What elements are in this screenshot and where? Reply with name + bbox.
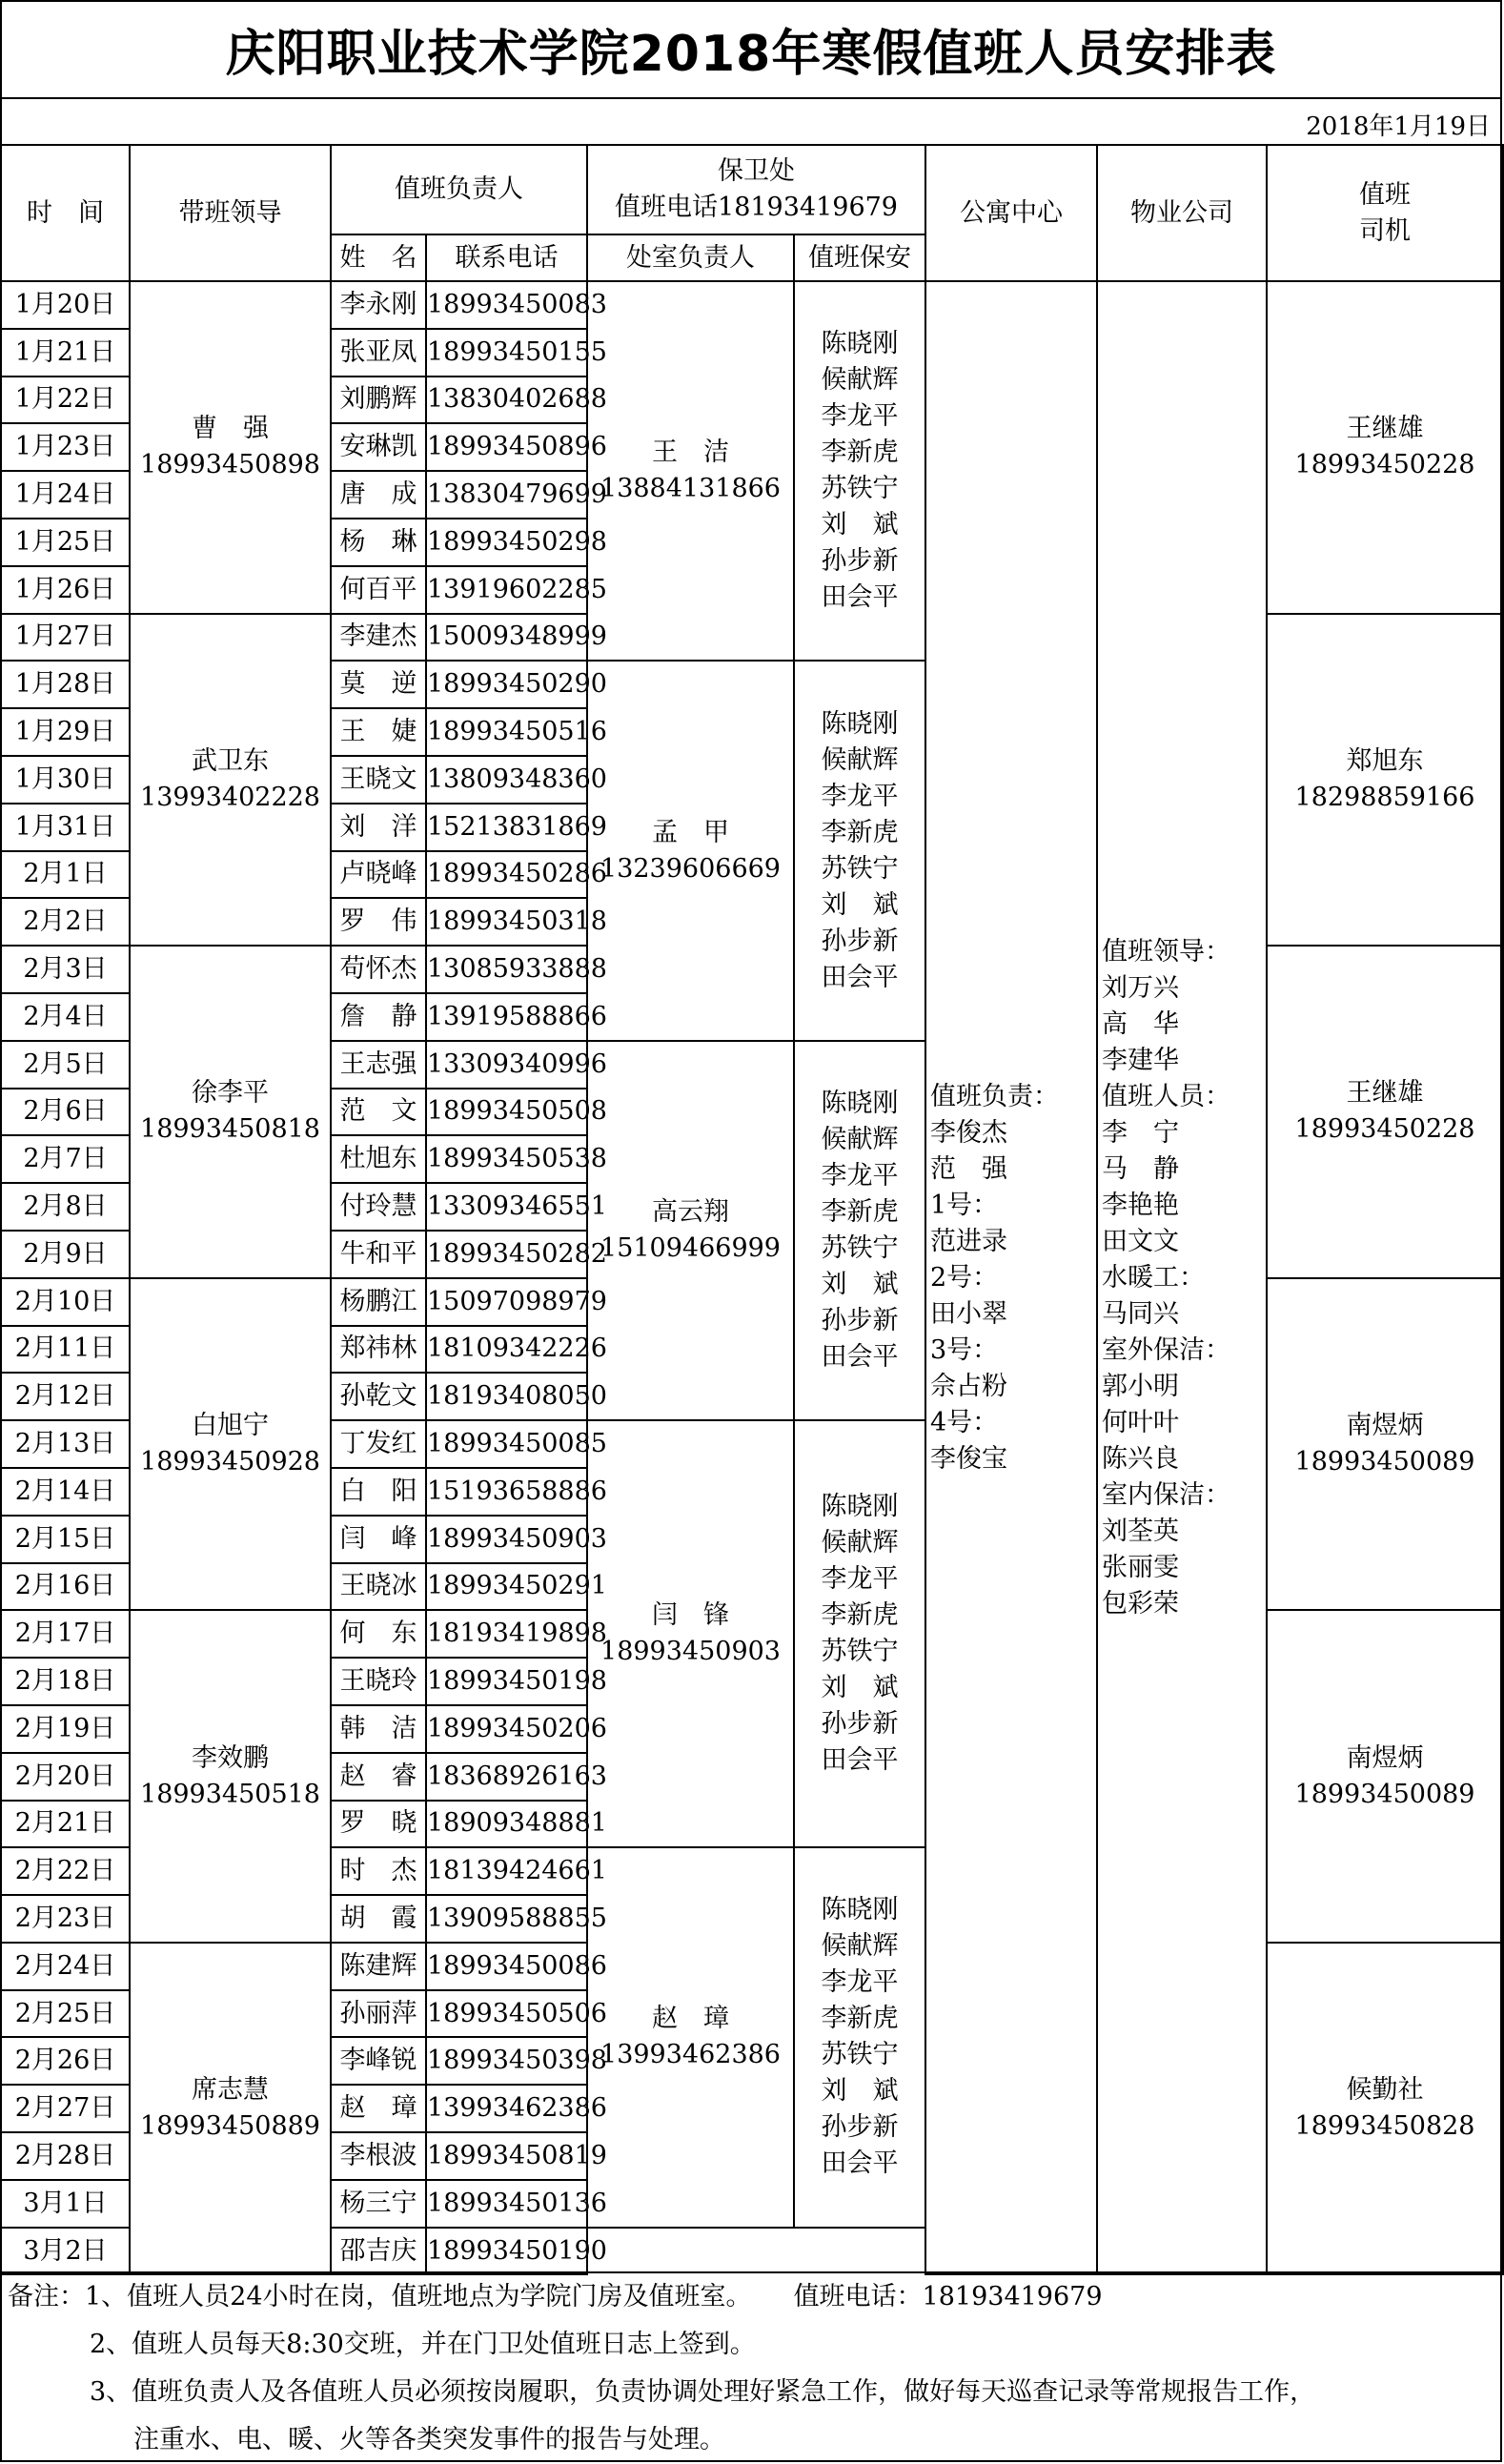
duty-phone-cell: 13909588855 [426, 1895, 587, 1943]
driver-phone: 18298859166 [1294, 782, 1475, 812]
office-head-cell [587, 1041, 794, 1420]
guard-name: 李龙平 [821, 781, 899, 811]
guard-name: 候献辉 [821, 1124, 899, 1154]
guard-name: 陈晓刚 [821, 708, 899, 739]
guard-name: 陈晓刚 [821, 1895, 899, 1925]
guard-name: 候献辉 [821, 1528, 899, 1558]
date-cell: 2月15日 [1, 1516, 130, 1563]
property-line: 张丽雯 [1102, 1552, 1179, 1582]
duty-phone-cell: 13919602285 [426, 566, 587, 614]
office-head-name: 闫 锋 [652, 1600, 729, 1631]
duty-phone-cell: 18993450206 [426, 1705, 587, 1753]
duty-name-cell: 王志强 [331, 1041, 426, 1089]
office-head-name: 赵 璋 [652, 2004, 729, 2034]
guard-name: 陈晓刚 [821, 1492, 899, 1522]
guard-name: 李新虎 [821, 2004, 899, 2034]
duty-phone-cell: 18993450198 [426, 1658, 587, 1705]
table-row [1, 281, 1503, 329]
date-cell: 1月25日 [1, 519, 130, 566]
col-header-driver [1267, 145, 1503, 281]
col-header-guard: 值班保安 [794, 234, 925, 281]
col-header-phone: 联系电话 [426, 234, 587, 281]
office-head-phone: 18993450903 [600, 1637, 781, 1667]
duty-name-cell: 韩 洁 [331, 1705, 426, 1753]
leader-name: 白旭宁 [192, 1411, 269, 1441]
col-header-duty-head: 值班负责人 [331, 145, 587, 234]
date-cell: 2月17日 [1, 1610, 130, 1658]
guard-name: 陈晓刚 [821, 1088, 899, 1118]
date-cell: 2月21日 [1, 1801, 130, 1848]
duty-name-cell: 孙乾文 [331, 1373, 426, 1420]
duty-phone-cell: 18993450290 [426, 661, 587, 708]
duty-name-cell: 邵吉庆 [331, 2228, 426, 2275]
leader-cell [130, 1943, 331, 2275]
duty-name-cell: 付玲慧 [331, 1183, 426, 1231]
duty-name-cell: 杜旭东 [331, 1135, 426, 1183]
leader-phone: 18993450928 [140, 1447, 320, 1477]
date-cell: 1月29日 [1, 708, 130, 756]
guard-name: 候献辉 [821, 1931, 899, 1962]
date-cell: 2月27日 [1, 2085, 130, 2132]
duty-name-cell: 陈建辉 [331, 1943, 426, 1990]
date-cell: 2月9日 [1, 1231, 130, 1278]
property-line: 刘万兴 [1102, 972, 1179, 1003]
guard-name: 田会平 [821, 2148, 899, 2179]
guard-name: 李龙平 [821, 1967, 899, 1998]
leader-cell [130, 1278, 331, 1611]
date-cell: 2月18日 [1, 1658, 130, 1705]
date-cell: 2月2日 [1, 898, 130, 946]
office-head-phone: 13239606669 [600, 853, 781, 884]
col-header-property: 物业公司 [1097, 145, 1267, 281]
apartment-line: 范 强 [930, 1153, 1007, 1184]
security-title: 保卫处 [718, 156, 795, 186]
office-head-cell [587, 661, 794, 1040]
guard-name: 候献辉 [821, 365, 899, 396]
property-line: 李建华 [1102, 1045, 1179, 1075]
duty-phone-cell: 18993450298 [426, 519, 587, 566]
duty-phone-cell: 18993450083 [426, 281, 587, 329]
office-head-phone: 15109466999 [600, 1232, 781, 1263]
property-line: 水暖工： [1102, 1262, 1205, 1293]
guard-name: 苏铁宁 [821, 474, 899, 504]
guard-name: 候献辉 [821, 744, 899, 775]
property-line: 刘荃英 [1102, 1516, 1179, 1546]
duty-name-cell: 胡 霞 [331, 1895, 426, 1943]
duty-phone-cell: 18993450538 [426, 1135, 587, 1183]
date-cell: 2月6日 [1, 1089, 130, 1136]
leader-cell [130, 1610, 331, 1943]
duty-name-cell: 王晓文 [331, 756, 426, 804]
date-cell: 2月7日 [1, 1135, 130, 1183]
guard-name: 李龙平 [821, 1564, 899, 1595]
apartment-line: 4号： [930, 1407, 999, 1437]
office-head-cell [587, 281, 794, 661]
date-cell: 2月25日 [1, 1990, 130, 2038]
property-line: 李艳艳 [1102, 1190, 1179, 1220]
driver-header-line1: 值班 [1359, 179, 1411, 210]
guard-name: 苏铁宁 [821, 853, 899, 884]
driver-phone: 18993450089 [1294, 1779, 1475, 1809]
driver-cell [1267, 1278, 1503, 1611]
note-4: 注重水、电、暖、火等各类突发事件的报告与处理。 [133, 2425, 725, 2454]
guard-cell [794, 281, 925, 661]
leader-name: 李效鹏 [192, 1742, 269, 1773]
duty-name-cell: 时 杰 [331, 1847, 426, 1895]
duty-name-cell: 赵 璋 [331, 2085, 426, 2132]
date-cell: 1月26日 [1, 566, 130, 614]
guard-name: 李新虎 [821, 1196, 899, 1227]
note-1 [8, 2273, 1103, 2321]
duty-name-cell: 郑祎林 [331, 1326, 426, 1374]
duty-phone-cell: 18993450085 [426, 1420, 587, 1468]
guard-name: 李新虎 [821, 1600, 899, 1631]
guard-cell [794, 1041, 925, 1420]
leader-name: 曹 强 [192, 414, 269, 444]
guard-name: 苏铁宁 [821, 1637, 899, 1667]
duty-name-cell: 卢晓峰 [331, 851, 426, 899]
guard-cell [794, 1847, 925, 2227]
duty-phone-cell: 18993450398 [426, 2037, 587, 2085]
schedule-table [0, 144, 1504, 2275]
date-bar [0, 97, 1502, 145]
duty-phone-cell: 18993450155 [426, 329, 587, 377]
duty-name-cell: 王 婕 [331, 708, 426, 756]
date-cell: 1月22日 [1, 377, 130, 424]
driver-name: 南煜炳 [1346, 1411, 1424, 1441]
page-title: 庆阳职业技术学院2018年寒假值班人员安排表 [225, 25, 1277, 83]
duty-name-cell: 赵 睿 [331, 1753, 426, 1801]
guard-name: 李新虎 [821, 438, 899, 468]
date-cell: 1月31日 [1, 804, 130, 851]
note-2: 2、值班人员每天8:30交班，并在门卫处值班日志上签到。 [90, 2330, 756, 2359]
driver-name: 候勤社 [1346, 2075, 1424, 2106]
duty-name-cell: 何百平 [331, 566, 426, 614]
guard-name: 孙步新 [821, 1709, 899, 1740]
date-cell: 1月30日 [1, 756, 130, 804]
office-head-name: 高云翔 [652, 1196, 729, 1227]
duty-phone-cell: 18993450282 [426, 1231, 587, 1278]
duty-name-cell: 牛和平 [331, 1231, 426, 1278]
duty-name-cell: 莫 逆 [331, 661, 426, 708]
duty-phone-cell: 18109342226 [426, 1326, 587, 1374]
leader-cell [130, 281, 331, 614]
duty-phone-cell: 18193408050 [426, 1373, 587, 1420]
duty-phone-cell: 15097098979 [426, 1278, 587, 1326]
duty-name-cell: 王晓玲 [331, 1658, 426, 1705]
date-cell: 2月28日 [1, 2132, 130, 2180]
guard-name: 田会平 [821, 1341, 899, 1372]
duty-name-cell: 杨 琳 [331, 519, 426, 566]
note-1-text: 备注：1、值班人员24小时在岗，值班地点为学院门房及值班室。 [8, 2282, 752, 2311]
date-cell: 1月27日 [1, 614, 130, 662]
date-cell: 2月20日 [1, 1753, 130, 1801]
duty-phone-cell: 18993450506 [426, 1990, 587, 2038]
leader-name: 席志慧 [192, 2075, 269, 2106]
duty-phone-cell: 18993450086 [426, 1943, 587, 1990]
duty-name-cell: 刘鹏辉 [331, 377, 426, 424]
duty-name-cell: 李永刚 [331, 281, 426, 329]
date-cell: 2月13日 [1, 1420, 130, 1468]
col-header-apartment: 公寓中心 [925, 145, 1097, 281]
date-cell: 2月12日 [1, 1373, 130, 1420]
duty-phone-cell: 18993450136 [426, 2180, 587, 2228]
guard-name: 田会平 [821, 1745, 899, 1776]
duty-phone-cell: 15009348999 [426, 614, 587, 662]
office-head-cell [587, 1420, 794, 1847]
duty-name-cell: 詹 静 [331, 993, 426, 1041]
driver-name: 郑旭东 [1346, 745, 1424, 776]
col-header-name: 姓 名 [331, 234, 426, 281]
property-line: 室内保洁： [1102, 1479, 1230, 1510]
duty-phone-cell: 18993450318 [426, 898, 587, 946]
driver-cell [1267, 1610, 1503, 1943]
note-1-phone: 值班电话：18193419679 [793, 2282, 1103, 2311]
duty-phone-cell: 18993450516 [426, 708, 587, 756]
office-head-name: 王 洁 [652, 438, 729, 468]
date-cell: 2月24日 [1, 1943, 130, 1990]
property-cell [1097, 281, 1267, 2274]
duty-name-cell: 白 阳 [331, 1468, 426, 1516]
duty-phone-cell: 18993450508 [426, 1089, 587, 1136]
date-cell: 2月14日 [1, 1468, 130, 1516]
guard-name: 孙步新 [821, 926, 899, 956]
date-cell: 2月1日 [1, 851, 130, 899]
property-line: 郭小明 [1102, 1371, 1179, 1401]
driver-name: 王继雄 [1346, 414, 1424, 444]
duty-name-cell: 孙丽萍 [331, 1990, 426, 2038]
guard-name: 苏铁宁 [821, 1232, 899, 1263]
leader-cell [130, 946, 331, 1278]
apartment-line: 李俊宝 [930, 1443, 1007, 1474]
duty-phone-cell: 13993462386 [426, 2085, 587, 2132]
property-line: 何叶叶 [1102, 1407, 1179, 1437]
duty-name-cell: 李峰锐 [331, 2037, 426, 2085]
driver-name: 南煜炳 [1346, 1742, 1424, 1773]
duty-phone-cell: 18993450896 [426, 423, 587, 471]
apartment-line: 田小翠 [930, 1298, 1007, 1329]
duty-phone-cell: 18139424661 [426, 1847, 587, 1895]
driver-cell [1267, 614, 1503, 947]
apartment-cell [925, 281, 1097, 2274]
office-head-cell [587, 1847, 794, 2227]
duty-phone-cell: 18909348881 [426, 1801, 587, 1848]
guard-name: 刘 斌 [821, 1673, 899, 1703]
property-line: 李 宁 [1102, 1117, 1179, 1148]
col-header-leader: 带班领导 [130, 145, 331, 281]
driver-cell [1267, 281, 1503, 614]
date-cell: 2月10日 [1, 1278, 130, 1326]
duty-name-cell: 杨三宁 [331, 2180, 426, 2228]
duty-name-cell: 王晓冰 [331, 1563, 426, 1611]
guard-name: 李龙平 [821, 401, 899, 432]
duty-phone-cell: 18993450286 [426, 851, 587, 899]
duty-phone-cell: 18193419898 [426, 1610, 587, 1658]
property-line: 值班领导： [1102, 936, 1230, 967]
duty-phone-cell: 13830479699 [426, 471, 587, 519]
date-cell: 2月26日 [1, 2037, 130, 2085]
driver-phone: 18993450089 [1294, 1447, 1475, 1477]
property-line: 田文文 [1102, 1226, 1179, 1256]
driver-header-line2: 司机 [1359, 215, 1411, 246]
duty-name-cell: 李根波 [331, 2132, 426, 2180]
office-head-name: 孟 甲 [652, 817, 729, 847]
document-date: 2018年1月19日 [1306, 112, 1491, 141]
duty-phone-cell: 18993450819 [426, 2132, 587, 2180]
guard-name: 苏铁宁 [821, 2040, 899, 2070]
apartment-line: 值班负责： [930, 1081, 1059, 1111]
apartment-line: 1号： [930, 1190, 999, 1220]
date-cell: 2月23日 [1, 1895, 130, 1943]
leader-name: 徐李平 [192, 1078, 269, 1109]
duty-name-cell: 李建杰 [331, 614, 426, 662]
apartment-line: 李俊杰 [930, 1117, 1007, 1148]
leader-phone: 18993450889 [140, 2111, 320, 2142]
leader-name: 武卫东 [192, 745, 269, 776]
duty-phone-cell: 18993450190 [426, 2228, 587, 2275]
duty-name-cell: 闫 峰 [331, 1516, 426, 1563]
apartment-line: 范进录 [930, 1226, 1007, 1256]
duty-name-cell: 范 文 [331, 1089, 426, 1136]
date-cell: 1月20日 [1, 281, 130, 329]
duty-name-cell: 罗 晓 [331, 1801, 426, 1848]
col-header-security [587, 145, 925, 234]
date-cell: 3月2日 [1, 2228, 130, 2275]
office-head-phone: 13884131866 [600, 474, 781, 504]
duty-phone-cell: 15193658886 [426, 1468, 587, 1516]
date-cell: 1月28日 [1, 661, 130, 708]
guard-name: 陈晓刚 [821, 329, 899, 359]
driver-cell [1267, 946, 1503, 1278]
guard-name: 田会平 [821, 582, 899, 613]
col-header-time: 时 间 [1, 145, 130, 281]
duty-phone-cell: 13309340996 [426, 1041, 587, 1089]
leader-phone: 18993450518 [140, 1779, 320, 1809]
date-cell: 1月21日 [1, 329, 130, 377]
property-line: 高 华 [1102, 1008, 1179, 1039]
header-row-1 [1, 145, 1503, 234]
date-cell: 1月24日 [1, 471, 130, 519]
property-line: 值班人员： [1102, 1081, 1230, 1111]
duty-phone-cell: 13830402688 [426, 377, 587, 424]
property-line: 陈兴良 [1102, 1443, 1179, 1474]
driver-phone: 18993450228 [1294, 1114, 1475, 1145]
duty-name-cell: 张亚凤 [331, 329, 426, 377]
guard-name: 孙步新 [821, 546, 899, 577]
leader-phone: 18993450898 [140, 450, 320, 480]
security-phone: 值班电话18193419679 [615, 193, 898, 222]
duty-name-cell: 唐 成 [331, 471, 426, 519]
duty-phone-cell: 13085933888 [426, 946, 587, 993]
duty-phone-cell: 13309346551 [426, 1183, 587, 1231]
notes-section [0, 2271, 1502, 2462]
driver-phone: 18993450228 [1294, 450, 1475, 480]
driver-cell [1267, 1943, 1503, 2275]
leader-cell [130, 614, 331, 947]
duty-phone-cell: 13809348360 [426, 756, 587, 804]
guard-name: 刘 斌 [821, 889, 899, 920]
duty-phone-cell: 15213831869 [426, 804, 587, 851]
guard-name: 李新虎 [821, 817, 899, 847]
date-cell: 2月5日 [1, 1041, 130, 1089]
duty-phone-cell: 13919588866 [426, 993, 587, 1041]
duty-phone-cell: 18993450291 [426, 1563, 587, 1611]
duty-name-cell: 杨鹏江 [331, 1278, 426, 1326]
property-line: 马 静 [1102, 1153, 1179, 1184]
date-cell: 2月11日 [1, 1326, 130, 1374]
apartment-line: 3号： [930, 1334, 999, 1365]
guard-cell [794, 661, 925, 1040]
duty-phone-cell: 18368926163 [426, 1753, 587, 1801]
date-cell: 1月23日 [1, 423, 130, 471]
date-cell: 2月19日 [1, 1705, 130, 1753]
leader-phone: 13993402228 [140, 782, 320, 812]
office-head-phone: 13993462386 [600, 2040, 781, 2070]
duty-name-cell: 安琳凯 [331, 423, 426, 471]
driver-name: 王继雄 [1346, 1078, 1424, 1109]
date-cell: 3月1日 [1, 2180, 130, 2228]
duty-name-cell: 何 东 [331, 1610, 426, 1658]
guard-name: 刘 斌 [821, 1269, 899, 1299]
date-cell: 2月4日 [1, 993, 130, 1041]
note-3: 3、值班负责人及各值班人员必须按岗履职，负责协调处理好紧急工作，做好每天巡查记录等常规报告工作， [90, 2377, 1316, 2407]
driver-phone: 18993450828 [1294, 2111, 1475, 2142]
guard-name: 刘 斌 [821, 510, 899, 540]
date-cell: 2月3日 [1, 946, 130, 993]
duty-name-cell: 刘 洋 [331, 804, 426, 851]
guard-name: 刘 斌 [821, 2076, 899, 2107]
guard-name: 田会平 [821, 962, 899, 992]
apartment-line: 2号： [930, 1262, 999, 1293]
apartment-line: 佘占粉 [930, 1371, 1007, 1401]
date-cell: 2月22日 [1, 1847, 130, 1895]
guard-name: 孙步新 [821, 1305, 899, 1335]
guard-cell [794, 1420, 925, 1847]
guard-name: 孙步新 [821, 2112, 899, 2143]
duty-phone-cell: 18993450903 [426, 1516, 587, 1563]
property-line: 包彩荣 [1102, 1588, 1179, 1619]
guard-name: 李龙平 [821, 1160, 899, 1191]
col-header-office-head: 处室负责人 [587, 234, 794, 281]
duty-name-cell: 丁发红 [331, 1420, 426, 1468]
duty-name-cell: 苟怀杰 [331, 946, 426, 993]
leader-phone: 18993450818 [140, 1114, 320, 1145]
property-line: 室外保洁： [1102, 1334, 1230, 1365]
property-line: 马同兴 [1102, 1298, 1179, 1329]
date-cell: 2月16日 [1, 1563, 130, 1611]
duty-name-cell: 罗 伟 [331, 898, 426, 946]
date-cell: 2月8日 [1, 1183, 130, 1231]
